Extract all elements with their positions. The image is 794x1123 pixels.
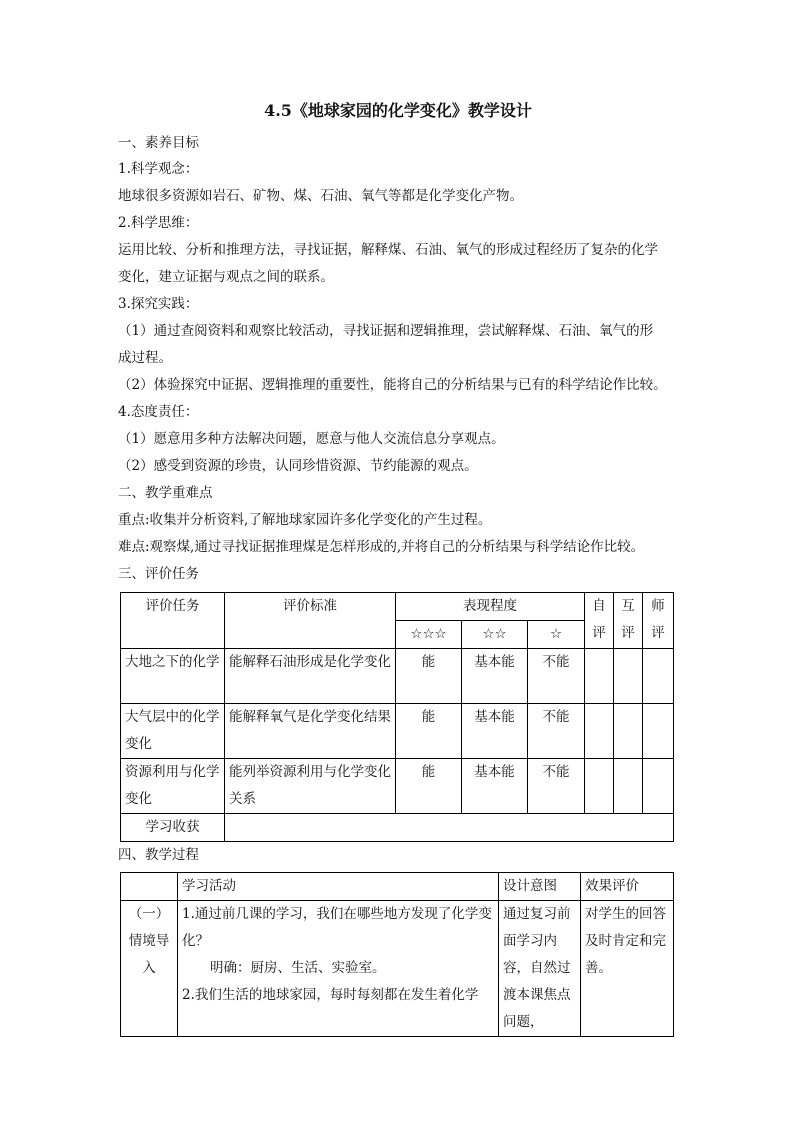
star-level-3: ☆☆☆: [396, 621, 462, 649]
harvest-cell: [225, 814, 674, 842]
table-row: [121, 649, 674, 704]
goal-3-point-1-line1: （1）通过查阅资料和观察比较活动，寻找证据和逻辑推理，尝试解释煤、石油、氧气的形: [118, 323, 654, 339]
goal-2-heading: 2.科学思维：: [118, 215, 199, 231]
row-level-3: 能: [396, 649, 462, 704]
row-level-3: 能: [396, 759, 462, 814]
row-peer-eval-cell: [614, 704, 643, 759]
eval-header-row: [121, 593, 674, 621]
goal-3-point-2: （2）体验探究中证据、逻辑推理的重要性，能将自己的分析结果与已有的科学结论作比较。: [118, 377, 667, 393]
header-peer-eval: 互评: [614, 593, 643, 649]
row-standard: 能解释氧气是化学变化结果: [225, 704, 396, 759]
row-teacher-eval-cell: [643, 649, 674, 704]
goal-3-heading: 3.探究实践：: [118, 296, 199, 312]
header-intent: 设计意图: [499, 873, 581, 901]
star-level-2: ☆☆: [462, 621, 528, 649]
section-4-heading: 四、教学过程: [118, 847, 199, 863]
header-task: 评价任务: [121, 593, 225, 649]
header-effect-eval: 效果评价: [581, 873, 674, 901]
row-level-2: 基本能: [462, 649, 528, 704]
table-row: [121, 759, 674, 814]
section-2-heading: 二、教学重难点: [118, 485, 213, 501]
row-teacher-eval-cell: [643, 759, 674, 814]
row-task: 资源利用与化学变化: [121, 759, 225, 814]
row-standard: 能列举资源利用与化学变化关系: [225, 759, 396, 814]
header-self-eval: 自评: [585, 593, 614, 649]
process-table: [120, 872, 674, 1037]
row-standard: 能解释石油形成是化学变化: [225, 649, 396, 704]
goal-4-point-2: （2）感受到资源的珍贵，认同珍惜资源、节约能源的观点。: [118, 458, 478, 474]
star-level-1: ☆: [528, 621, 585, 649]
effect-evaluation: 对学生的回答及时肯定和完善。: [581, 901, 674, 1037]
document-title: 4.5《地球家园的化学变化》教学设计: [264, 101, 532, 120]
header-stage-cell: [121, 873, 178, 901]
header-activity: 学习活动: [178, 873, 499, 901]
row-self-eval-cell: [585, 649, 614, 704]
design-intent: 通过复习前面学习内容，自然过渡本课焦点问题，: [499, 901, 581, 1037]
row-task: 大气层中的化学变化: [121, 704, 225, 759]
activity-line-1: 1.通过前几课的学习，我们在哪些地方发现了化学变化？: [182, 906, 492, 949]
key-point: 重点:收集并分析资料,了解地球家园许多化学变化的产生过程。: [118, 512, 492, 528]
table-row: [121, 901, 674, 1037]
header-teacher-eval: 师评: [643, 593, 674, 649]
header-standard: 评价标准: [225, 593, 396, 649]
row-level-2: 基本能: [462, 759, 528, 814]
goal-4-point-1: （1）愿意用多种方法解决问题，愿意与他人交流信息分享观点。: [118, 431, 505, 447]
row-level-2: 基本能: [462, 704, 528, 759]
goal-2-text-line2: 变化，建立证据与观点之间的联系。: [118, 269, 334, 285]
activity-cell: [178, 901, 499, 1037]
row-level-3: 能: [396, 704, 462, 759]
evaluation-table: [120, 592, 674, 842]
harvest-label: 学习收获: [121, 814, 225, 842]
row-level-1: 不能: [528, 759, 585, 814]
row-level-1: 不能: [528, 649, 585, 704]
row-teacher-eval-cell: [643, 704, 674, 759]
row-self-eval-cell: [585, 759, 614, 814]
goal-4-heading: 4.态度责任：: [118, 404, 199, 420]
header-performance: 表现程度: [396, 593, 585, 621]
goal-3-point-1-line2: 成过程。: [118, 350, 172, 366]
row-level-1: 不能: [528, 704, 585, 759]
harvest-row: [121, 814, 674, 842]
section-1-heading: 一、素养目标: [118, 135, 199, 151]
goal-2-text-line1: 运用比较、分析和推理方法，寻找证据，解释煤、石油、氧气的形成过程经历了复杂的化学: [118, 242, 658, 258]
stage-label: （一）情境导入: [121, 901, 178, 1037]
row-peer-eval-cell: [614, 759, 643, 814]
goal-1-heading: 1.科学观念：: [118, 161, 199, 177]
goal-1-text: 地球很多资源如岩石、矿物、煤、石油、氧气等都是化学变化产物。: [118, 188, 523, 204]
activity-line-2: 明确：厨房、生活、实验室。: [210, 960, 386, 976]
row-peer-eval-cell: [614, 649, 643, 704]
section-3-heading: 三、评价任务: [118, 566, 199, 582]
difficult-point: 难点:观察煤,通过寻找证据推理煤是怎样形成的,并将自己的分析结果与科学结论作比较。: [118, 539, 645, 555]
row-self-eval-cell: [585, 704, 614, 759]
row-task: 大地之下的化学: [121, 649, 225, 704]
process-header-row: [121, 873, 674, 901]
activity-line-3: 2.我们生活的地球家园，每时每刻都在发生着化学: [182, 987, 479, 1003]
table-row: [121, 704, 674, 759]
